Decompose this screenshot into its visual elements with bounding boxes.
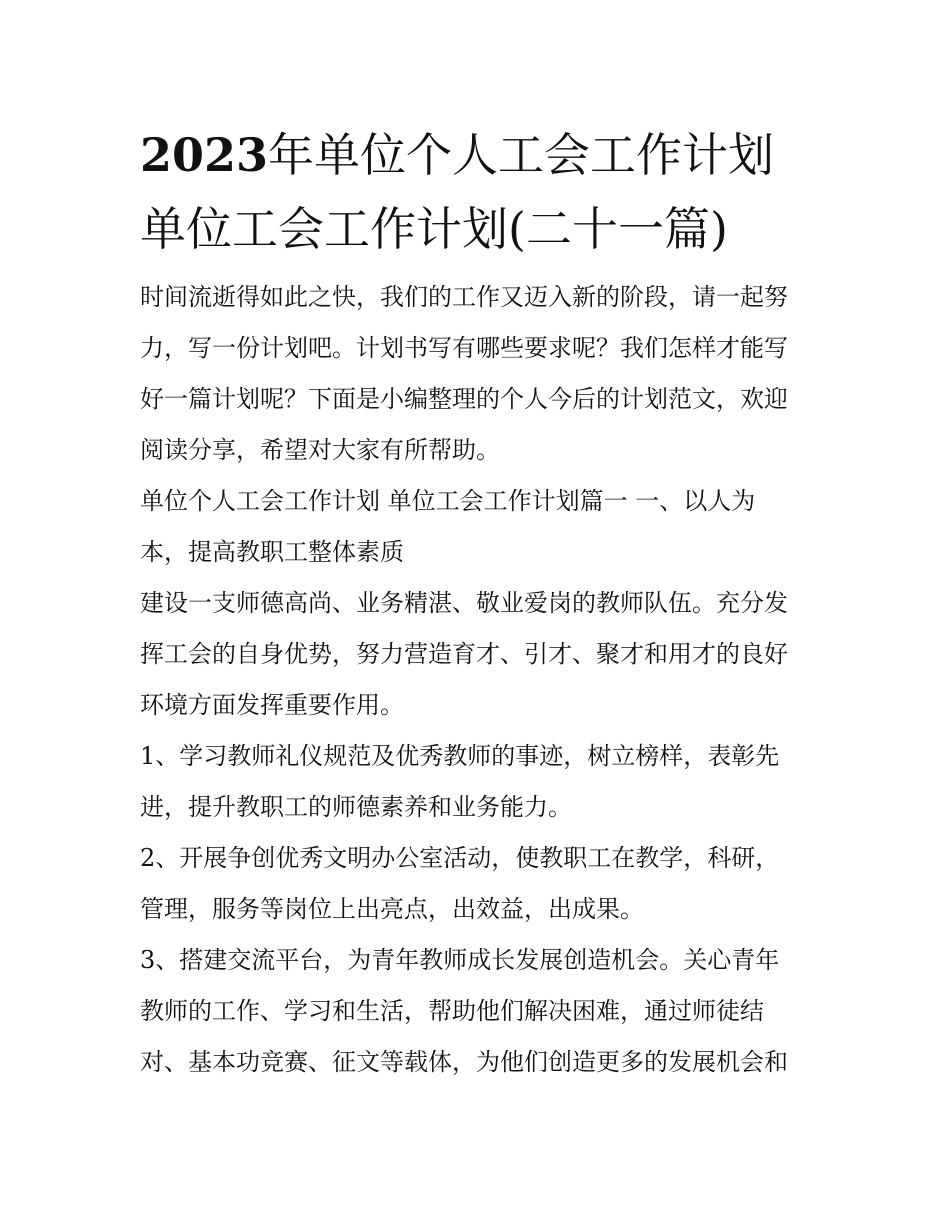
paragraph-intro bbox=[140, 272, 816, 476]
text-line: 阅读分享，希望对大家有所帮助。 bbox=[140, 436, 500, 464]
text-line: 1、学习教师礼仪规范及优秀教师的事迹，树立榜样，表彰先 bbox=[140, 742, 780, 770]
text-line: 管理，服务等岗位上出亮点，出效益，出成果。 bbox=[140, 895, 644, 923]
text-line: 时间流逝得如此之快，我们的工作又迈入新的阶段，请一起努 bbox=[140, 283, 788, 311]
title-line-2: 单位工会工作计划(二十一篇) bbox=[140, 202, 728, 256]
text-line: 2、开展争创优秀文明办公室活动，使教职工在教学，科研， bbox=[140, 844, 780, 872]
text-line: 建设一支师德高尚、业务精湛、敬业爱岗的教师队伍。充分发 bbox=[140, 589, 788, 617]
document-title bbox=[140, 118, 820, 266]
paragraph-section-heading bbox=[140, 476, 816, 578]
text-line: 本，提高教职工整体素质 bbox=[140, 538, 404, 566]
text-line: 好一篇计划呢？下面是小编整理的个人今后的计划范文，欢迎 bbox=[140, 385, 788, 413]
text-line: 对、基本功竞赛、征文等载体，为他们创造更多的发展机会和 bbox=[140, 1048, 788, 1076]
text-line: 教师的工作、学习和生活，帮助他们解决困难，通过师徒结 bbox=[140, 997, 764, 1025]
document-body bbox=[140, 272, 816, 1088]
text-line: 3、搭建交流平台，为青年教师成长发展创造机会。关心青年 bbox=[140, 946, 780, 974]
paragraph-item-3 bbox=[140, 935, 816, 1088]
title-line-1 bbox=[140, 118, 820, 192]
text-line: 力，写一份计划吧。计划书写有哪些要求呢？我们怎样才能写 bbox=[140, 334, 788, 362]
text-line: 单位个人工会工作计划 单位工会工作计划篇一 一、以人为 bbox=[140, 487, 756, 515]
title-year: 2023 bbox=[140, 128, 269, 182]
text-line: 环境方面发挥重要作用。 bbox=[140, 691, 404, 719]
paragraph-item-2 bbox=[140, 833, 816, 935]
paragraph-team-building bbox=[140, 578, 816, 731]
text-line: 挥工会的自身优势，努力营造育才、引才、聚才和用才的良好 bbox=[140, 640, 788, 668]
title-line-1-text: 年单位个人工会工作计划 bbox=[268, 128, 775, 182]
paragraph-item-1 bbox=[140, 731, 816, 833]
text-line: 进，提升教职工的师德素养和业务能力。 bbox=[140, 793, 572, 821]
